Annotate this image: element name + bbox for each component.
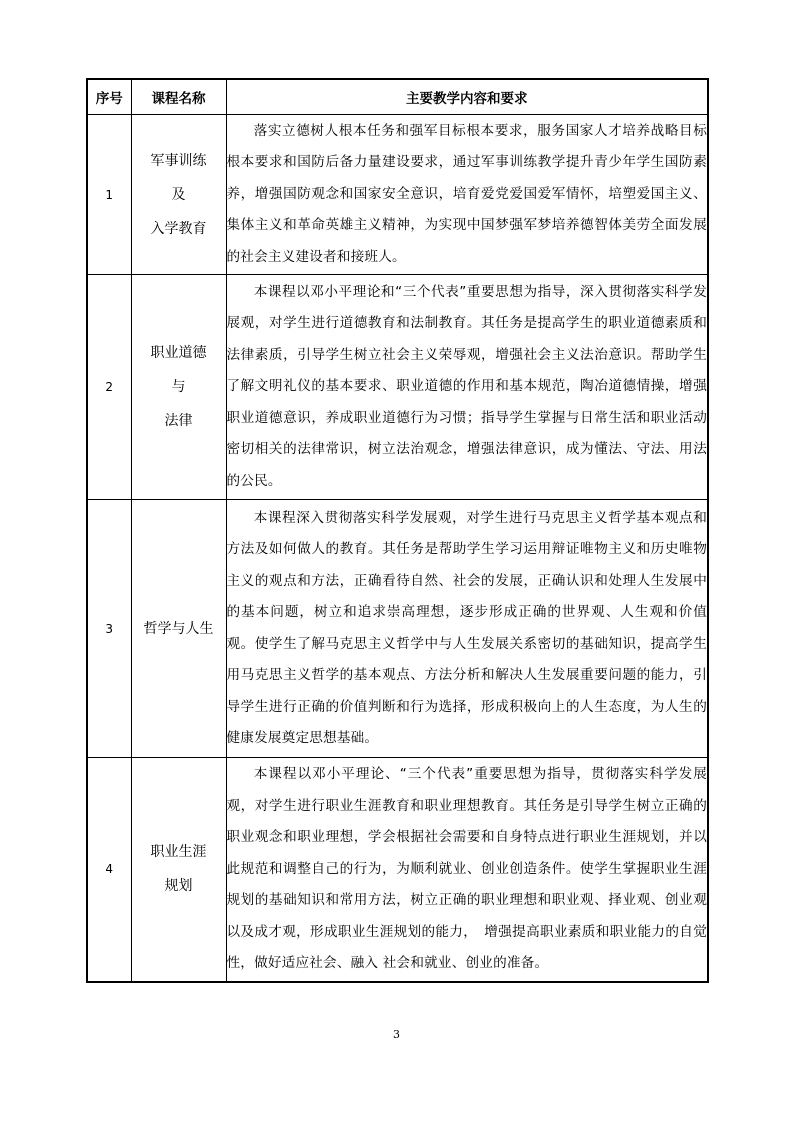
page-number: 3 bbox=[393, 1028, 400, 1041]
row-index: 3 bbox=[87, 500, 131, 758]
course-name bbox=[131, 758, 226, 982]
course-content: 落实立德树人根本任务和强军目标根本要求，服务国家人才培养战略目标根本要求和国防后备力量建设要求，通过军事训练教学提升青少年学生国防素养，增强国防观念和国家安全意识，培育爱党爱国爱军情怀，培塑爱国主义、集体主义和革命英雄主义精神，为实现中国梦强军梦培养德智体美劳全面发展的社会主义建设者和接班人。 bbox=[226, 115, 708, 275]
course-name-line: 规划 bbox=[164, 878, 193, 895]
header-content: 主要教学内容和要求 bbox=[226, 79, 708, 115]
course-name-line: 及 bbox=[171, 186, 186, 203]
header-index: 序号 bbox=[87, 79, 131, 115]
course-name bbox=[131, 275, 226, 500]
row-index: 4 bbox=[87, 758, 131, 982]
course-name-line: 与 bbox=[171, 379, 186, 395]
course-content: 本课程以邓小平理论和“三个代表”重要思想为指导，深入贯彻落实科学发展观，对学生进行道德教育和法制教育。其任务是提高学生的职业道德素质和法律素质，引导学生树立社会主义荣辱观，增强社会主义法治意识。帮助学生了解文明礼仪的基本要求、职业道德的作用和基本规范，陶冶道德情操，增强职业道德意识，养成职业道德行为习惯；指导学生掌握与日常生活和职业活动密切相关的法律常识，树立法治观念，增强法律意识，成为懂法、守法、用法的公民。 bbox=[226, 275, 708, 500]
course-name-line: 职业生涯 bbox=[150, 844, 207, 861]
course-name-line: 军事训练 bbox=[150, 152, 207, 169]
course-name-line: 职业道德 bbox=[150, 345, 207, 361]
row-index: 1 bbox=[87, 115, 131, 275]
course-name bbox=[131, 115, 226, 275]
table-row bbox=[87, 500, 708, 758]
course-name-line: 法律 bbox=[164, 413, 193, 429]
header-course-name: 课程名称 bbox=[131, 79, 226, 115]
table-row bbox=[87, 275, 708, 500]
course-table bbox=[86, 78, 709, 983]
table-row bbox=[87, 758, 708, 982]
table-header-row bbox=[87, 79, 708, 115]
course-content: 本课程以邓小平理论、“三个代表”重要思想为指导，贯彻落实科学发展观，对学生进行职业生涯教育和职业理想教育。其任务是引导学生树立正确的职业观念和职业理想，学会根据社会需要和自身特点进行职业生涯规划，并以此规范和调整自己的行为，为顺利就业、创业创造条件。使学生掌握职业生涯规划的基础知识和常用方法，树立正确的职业理想和职业观、择业观、创业观以及成才观，形成职业生涯规划的能力， 增强提高职业素质和职业能力的自觉性，做好适应社会、融入 社会和就业、创业的准备。 bbox=[226, 758, 708, 982]
course-name bbox=[131, 500, 226, 758]
row-index: 2 bbox=[87, 275, 131, 500]
course-name-line: 入学教育 bbox=[150, 220, 207, 237]
table-row bbox=[87, 115, 708, 275]
course-content: 本课程深入贯彻落实科学发展观，对学生进行马克思主义哲学基本观点和方法及如何做人的教育。其任务是帮助学生学习运用辩证唯物主义和历史唯物主义的观点和方法，正确看待自然、社会的发展，正确认识和处理人生发展中的基本问题，树立和追求崇高理想，逐步形成正确的世界观、人生观和价值观。使学生了解马克思主义哲学中与人生发展关系密切的基础知识，提高学生用马克思主义哲学的基本观点、方法分析和解决人生发展重要问题的能力，引导学生进行正确的价值判断和行为选择，形成积极向上的人生态度，为人生的健康发展奠定思想基础。 bbox=[226, 500, 708, 758]
course-name-line: 哲学与人生 bbox=[143, 620, 214, 637]
